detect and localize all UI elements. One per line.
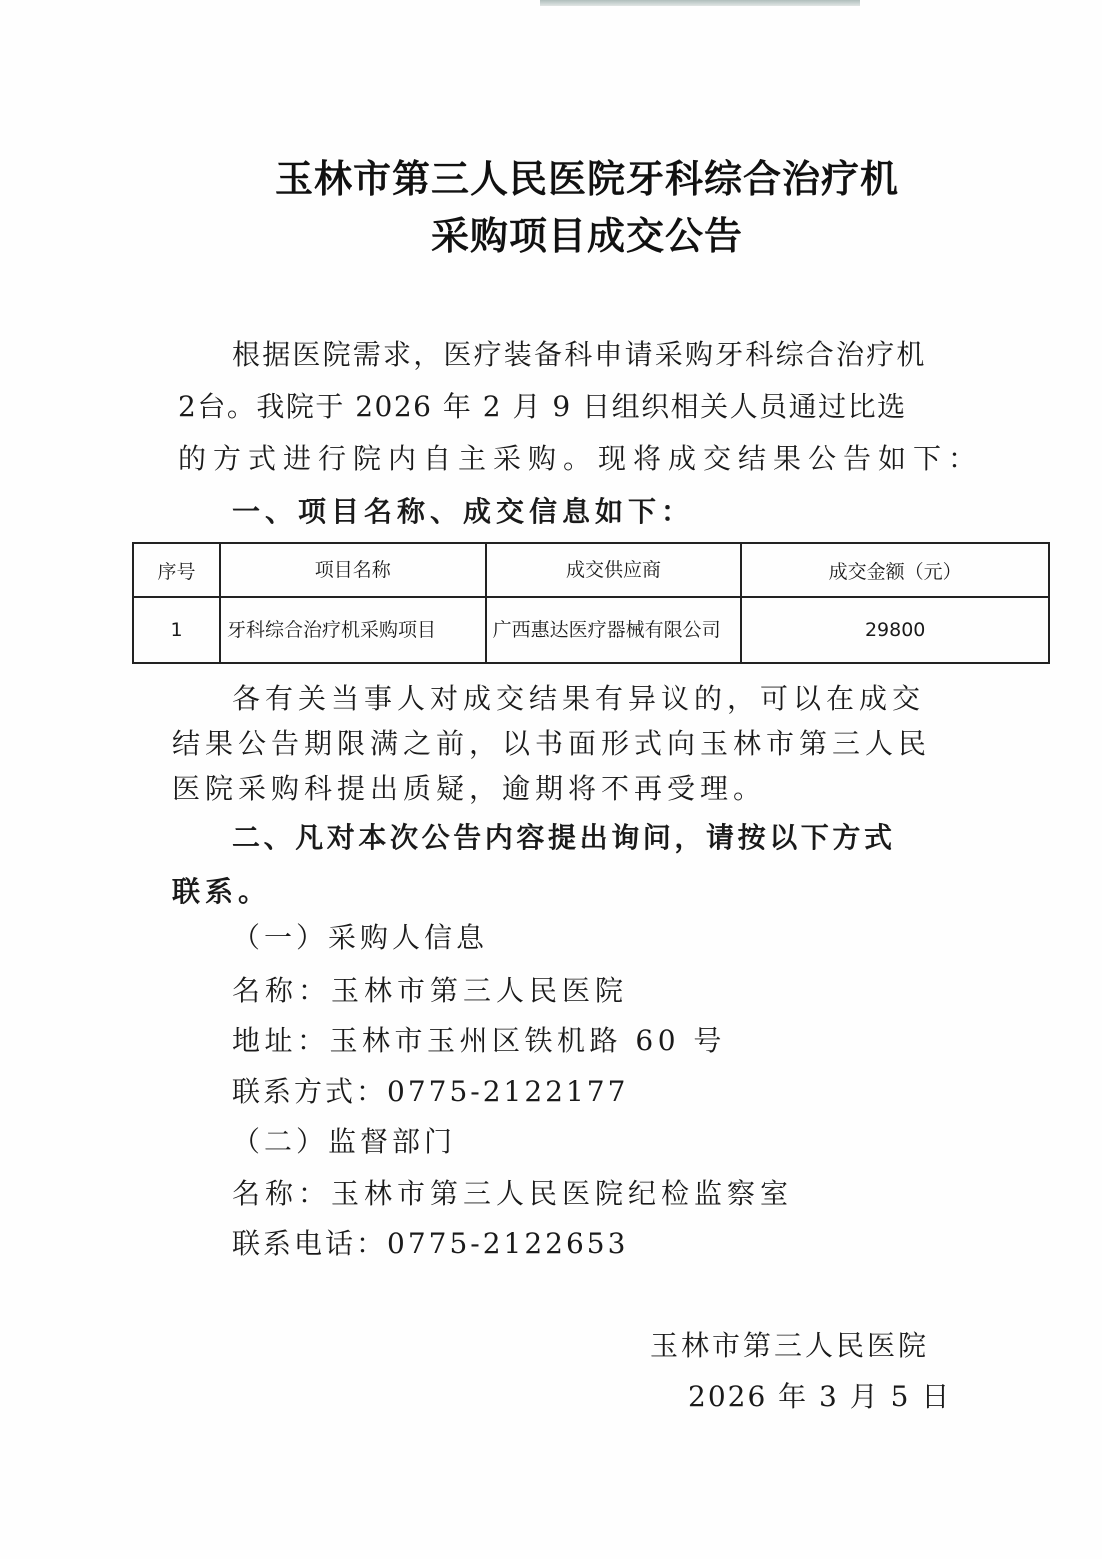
table-row <box>133 597 1049 663</box>
table-header-row <box>133 543 1049 597</box>
supervisor-name: 名称：玉林市第三人民医院纪检监察室 <box>232 1177 794 1210</box>
supervisor-heading: （二）监督部门 <box>232 1125 457 1158</box>
result-table <box>132 542 1050 664</box>
header-supplier: 成交供应商 <box>486 543 742 597</box>
cell-amount: 29800 <box>741 597 1049 663</box>
intro-line-3: 的方式进行院内自主采购。现将成交结果公告如下： <box>178 442 984 475</box>
cell-index: 1 <box>133 597 220 663</box>
title-line-2: 采购项目成交公告 <box>430 214 743 258</box>
cell-project-name: 牙科综合治疗机采购项目 <box>220 597 486 663</box>
purchaser-address: 地址：玉林市玉州区铁机路 60 号 <box>232 1024 726 1057</box>
intro-line-2: 2台。我院于 2026 年 2 月 9 日组织相关人员通过比选 <box>178 390 907 423</box>
purchaser-contact: 联系方式：0775-2122177 <box>232 1075 629 1108</box>
header-index: 序号 <box>133 543 220 597</box>
cell-supplier: 广西惠达医疗器械有限公司 <box>486 597 742 663</box>
purchaser-heading: （一）采购人信息 <box>232 921 489 954</box>
purchaser-name: 名称：玉林市第三人民医院 <box>232 974 629 1007</box>
header-project-name: 项目名称 <box>220 543 486 597</box>
title-line-1: 玉林市第三人民医院牙科综合治疗机 <box>274 157 899 201</box>
intro-line-1: 根据医院需求，医疗装备科申请采购牙科综合治疗机 <box>232 338 927 371</box>
section-2-heading-line-1: 二、凡对本次公告内容提出询问，请按以下方式 <box>232 821 896 854</box>
signature-organization: 玉林市第三人民医院 <box>650 1329 930 1362</box>
objection-line-1: 各有关当事人对成交结果有异议的，可以在成交 <box>232 682 926 715</box>
supervisor-phone: 联系电话：0775-2122653 <box>232 1227 629 1260</box>
section-2-heading-line-2: 联系。 <box>172 875 272 908</box>
header-amount: 成交金额（元） <box>741 543 1049 597</box>
signature-date: 2026 年 3 月 5 日 <box>688 1380 952 1413</box>
section-1-heading: 一、项目名称、成交信息如下： <box>232 495 695 528</box>
scan-edge-artifact <box>540 0 860 6</box>
objection-line-3: 医院采购科提出质疑，逾期将不再受理。 <box>172 772 767 805</box>
objection-line-2: 结果公告期限满之前，以书面形式向玉林市第三人民 <box>172 727 932 760</box>
